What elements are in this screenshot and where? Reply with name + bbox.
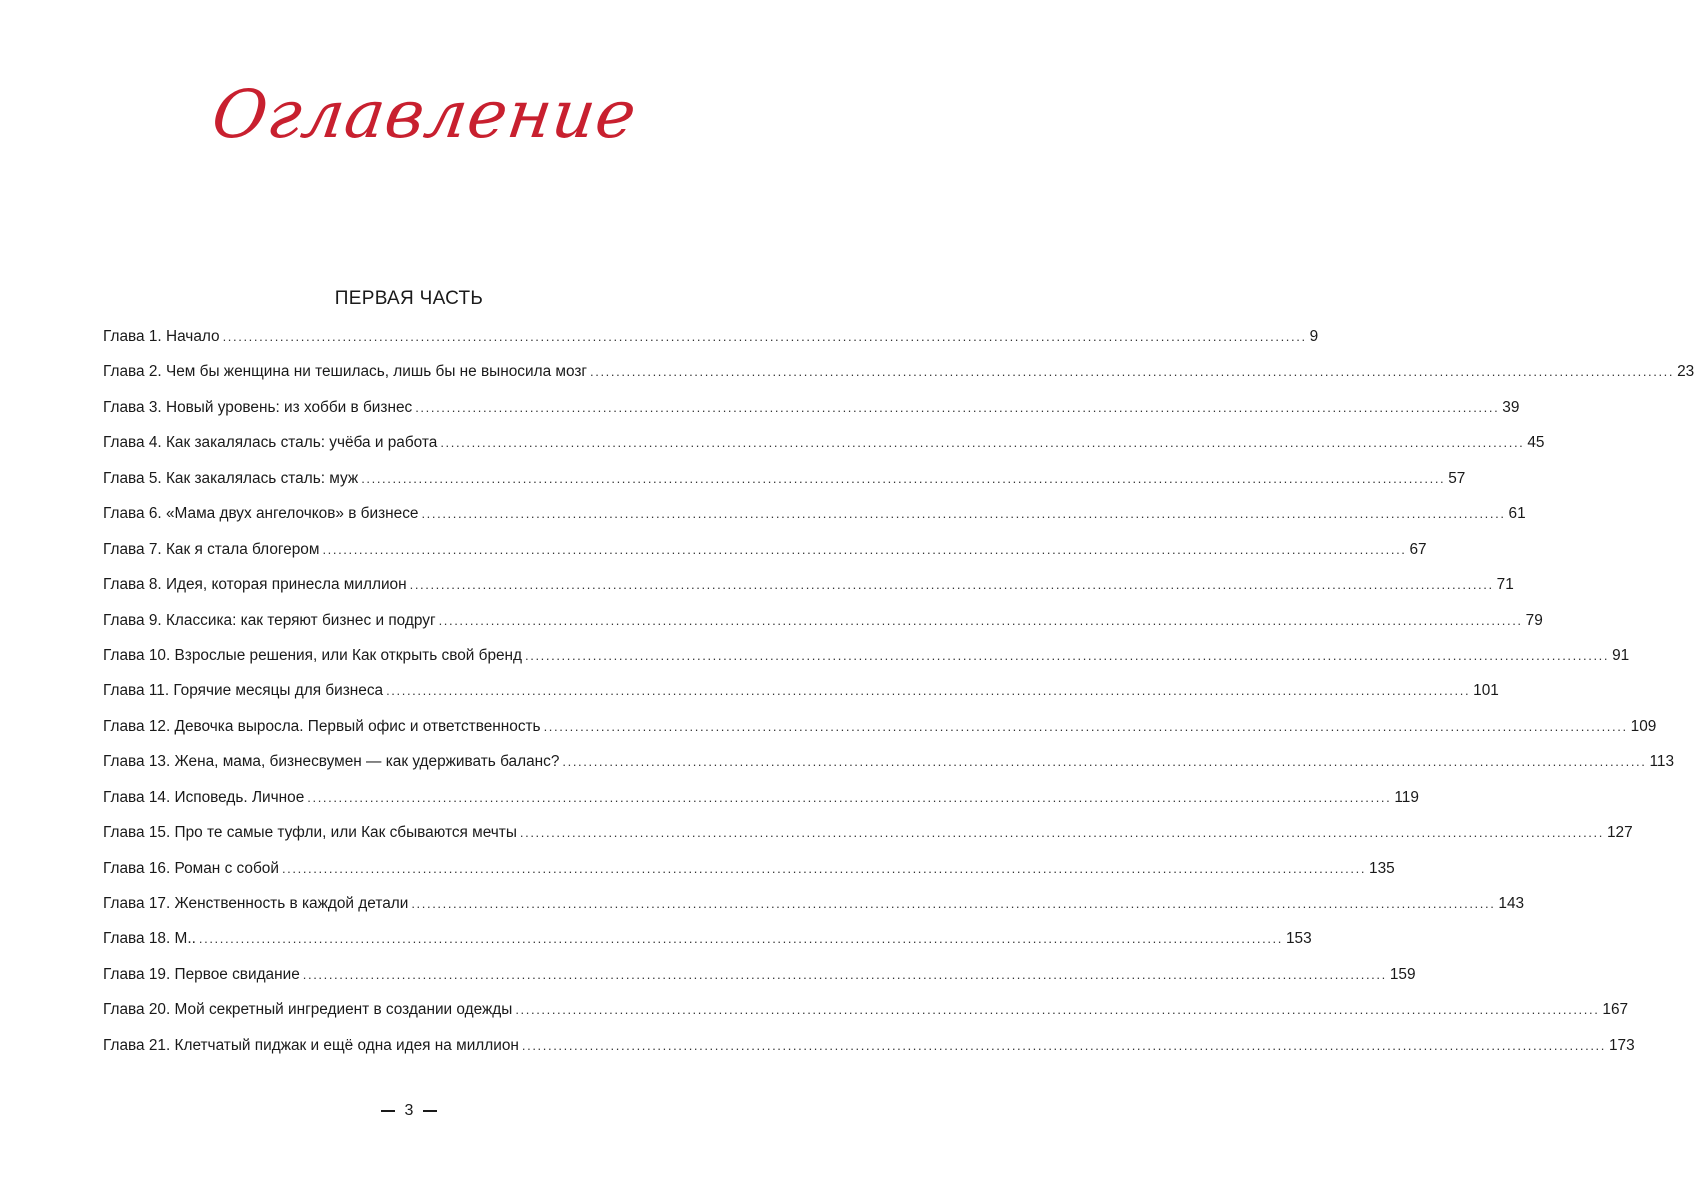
- page-footer: [0, 1102, 818, 1120]
- toc-entry-page: 101: [1473, 682, 1499, 700]
- toc-entry-page: 71: [1496, 576, 1514, 594]
- toc-entry[interactable]: [103, 928, 1312, 963]
- toc-entry[interactable]: [103, 858, 1395, 893]
- dot-leader: [440, 432, 1524, 454]
- toc-entry-page: 61: [1508, 505, 1526, 523]
- toc-entry[interactable]: [103, 397, 1520, 432]
- toc-entry[interactable]: [103, 361, 1694, 396]
- dot-leader: [522, 1035, 1606, 1057]
- toc-entry-page: 45: [1527, 434, 1545, 452]
- toc-entry-title: Глава 21. Клетчатый пиджак и ещё одна идея на миллион: [103, 1036, 519, 1054]
- toc-entry-title: Глава 10. Взрослые решения, или Как открыть свой бренд: [103, 646, 523, 664]
- toc-entry-title: Глава 3. Новый уровень: из хобби в бизнес: [103, 398, 413, 416]
- toc-entry-title: Глава 2. Чем бы женщина ни тешилась, лишь бы не выносила мозг: [103, 363, 588, 381]
- toc-entry[interactable]: [103, 468, 1466, 503]
- toc-entry-page: 159: [1389, 965, 1416, 983]
- toc-entry[interactable]: [103, 716, 1657, 751]
- toc-entry-page: 79: [1525, 611, 1543, 629]
- toc-entry[interactable]: [103, 787, 1419, 822]
- toc-entry-title: Глава 11. Горячие месяцы для бизнеса: [103, 682, 384, 700]
- toc-entry[interactable]: [103, 610, 1543, 645]
- toc-entry-page: 167: [1602, 1001, 1629, 1019]
- toc-entry-title: Глава 7. Как я стала блогером: [103, 540, 320, 558]
- toc-entry-page: 67: [1409, 540, 1427, 558]
- toc-entry-title: Глава 14. Исповедь. Личное: [103, 788, 305, 806]
- footer-dash-left: [381, 1110, 395, 1112]
- toc-entry[interactable]: [103, 822, 1633, 857]
- toc-entry[interactable]: [103, 432, 1545, 467]
- dot-leader: [223, 326, 1307, 348]
- dot-leader: [544, 716, 1628, 738]
- toc-entry[interactable]: [103, 964, 1416, 999]
- toc-entry-page: 113: [1649, 753, 1675, 771]
- toc-entry-page: 153: [1285, 930, 1312, 948]
- toc-entry-title: Глава 19. Первое свидание: [103, 965, 300, 983]
- toc-entry-page: 23: [1677, 363, 1694, 381]
- toc-entry[interactable]: [103, 503, 1526, 538]
- dot-leader: [439, 610, 1523, 632]
- toc-entry-title: Глава 13. Жена, мама, бизнесвумен — как удерживать баланс?: [103, 753, 560, 771]
- toc-entry[interactable]: [103, 326, 1319, 361]
- toc-entry-page: 135: [1369, 859, 1395, 877]
- page-number: 3: [404, 1102, 414, 1119]
- dot-leader: [415, 397, 1499, 419]
- toc-entry-page: 127: [1606, 824, 1633, 842]
- toc-entry-page: 173: [1608, 1036, 1635, 1054]
- toc-entry-page: 119: [1394, 788, 1419, 806]
- toc-entry[interactable]: [103, 680, 1499, 715]
- footer-dash-right: [423, 1110, 437, 1112]
- dot-leader: [386, 680, 1470, 702]
- toc-entry[interactable]: [103, 574, 1514, 609]
- toc-entry[interactable]: [103, 645, 1630, 680]
- toc-entry[interactable]: [103, 1035, 1635, 1070]
- toc-entry-page: 9: [1309, 328, 1319, 345]
- dot-leader: [199, 928, 1283, 950]
- dot-leader: [520, 822, 1604, 844]
- dot-leader: [410, 574, 1494, 596]
- toc-entry-page: 143: [1498, 895, 1525, 912]
- dot-leader: [282, 858, 1366, 880]
- page-title: Оглавление: [207, 76, 642, 153]
- table-of-contents: [103, 326, 1694, 1070]
- dot-leader: [562, 751, 1646, 773]
- dot-leader: [411, 893, 1495, 915]
- toc-entry-page: 109: [1630, 717, 1657, 735]
- toc-entry-title: Глава 1. Начало: [103, 328, 220, 345]
- toc-entry-title: Глава 20. Мой секретный ингредиент в создании одежды: [103, 1001, 513, 1019]
- toc-entry-page: 39: [1502, 398, 1520, 416]
- dot-leader: [322, 539, 1406, 561]
- toc-entry-page: 57: [1448, 469, 1466, 487]
- toc-entry-title: Глава 17. Женственность в каждой детали: [103, 895, 409, 912]
- toc-entry[interactable]: [103, 539, 1427, 574]
- toc-entry-title: Глава 6. «Мама двух ангелочков» в бизнесе: [103, 505, 419, 523]
- toc-entry-title: Глава 18. М..: [103, 930, 196, 948]
- toc-entry-page: 91: [1612, 646, 1630, 664]
- toc-entry-title: Глава 12. Девочка выросла. Первый офис и ответственность: [103, 717, 541, 735]
- dot-leader: [590, 361, 1674, 383]
- toc-entry[interactable]: [103, 999, 1629, 1034]
- toc-entry[interactable]: [103, 751, 1675, 786]
- toc-entry-title: Глава 15. Про те самые туфли, или Как сбываются мечты: [103, 824, 517, 842]
- dot-leader: [307, 787, 1391, 809]
- dot-leader: [361, 468, 1445, 490]
- toc-entry-title: Глава 9. Классика: как теряют бизнес и подруг: [103, 611, 436, 629]
- dot-leader: [525, 645, 1609, 667]
- toc-entry[interactable]: [103, 893, 1525, 928]
- toc-entry-title: Глава 5. Как закалялась сталь: муж: [103, 469, 359, 487]
- toc-entry-title: Глава 16. Роман с собой: [103, 859, 279, 877]
- toc-entry-title: Глава 4. Как закалялась сталь: учёба и работа: [103, 434, 438, 452]
- dot-leader: [421, 503, 1505, 525]
- section-heading: ПЕРВАЯ ЧАСТЬ: [334, 288, 484, 309]
- dot-leader: [515, 999, 1599, 1021]
- dot-leader: [303, 964, 1387, 986]
- toc-entry-title: Глава 8. Идея, которая принесла миллион: [103, 576, 407, 594]
